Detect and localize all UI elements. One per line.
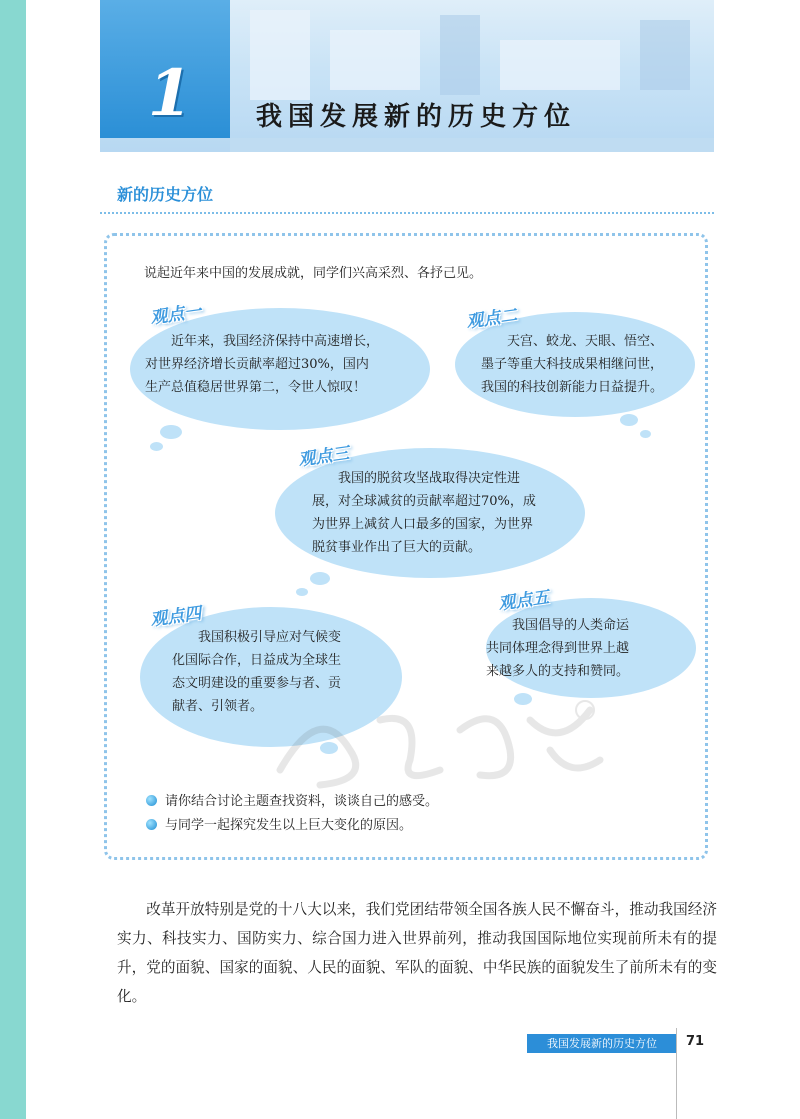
publisher-watermark bbox=[260, 690, 610, 790]
page-number: 71 bbox=[686, 1034, 705, 1049]
footer-chapter-tag: 我国发展新的历史方位 bbox=[527, 1034, 677, 1053]
body-paragraph: 改革开放特别是党的十八大以来，我们党团结带领全国各族人民不懈奋斗，推动我国经济实力、科技实力、国防实力、综合国力进入世界前列，推动我国国际地位实现前所未有的提升，党的面貌、国家的面貌、人民的面貌、军队的面貌、中华民族的面貌发生了前所未有的变化。 bbox=[117, 901, 717, 1005]
cloud-puff bbox=[160, 425, 182, 439]
cloud-puff bbox=[640, 430, 651, 438]
footer-divider bbox=[676, 1028, 677, 1119]
viewpoint-label-5: 观点五 bbox=[497, 587, 551, 615]
banner-base bbox=[230, 138, 714, 152]
viewpoint-label-2: 观点二 bbox=[465, 305, 519, 333]
cloud-puff bbox=[620, 414, 638, 426]
viewpoint-text-2: 天宫、蛟龙、天眼、悟空、 墨子等重大科技成果相继问世， 我国的科技创新能力日益提升。 bbox=[481, 334, 664, 395]
chapter-number: 1 bbox=[147, 56, 193, 131]
section-divider bbox=[100, 212, 714, 214]
left-color-strip bbox=[0, 0, 26, 1119]
bullet-icon bbox=[146, 819, 157, 830]
task-item-2: 与同学一起探究发生以上巨大变化的原因。 bbox=[146, 814, 412, 833]
cloud-puff bbox=[150, 442, 163, 451]
bullet-icon bbox=[146, 795, 157, 806]
viewpoint-text-4: 我国积极引导应对气候变 化国际合作，日益成为全球生 态文明建设的重要参与者、贡 献者、引领者。 bbox=[172, 630, 342, 714]
chapter-title: 我国发展新的历史方位 bbox=[256, 102, 577, 132]
viewpoint-label-4: 观点四 bbox=[149, 603, 203, 631]
viewpoint-text-5: 我国倡导的人类命运 共同体理念得到世界上越 来越多人的支持和赞同。 bbox=[486, 618, 630, 679]
viewpoint-text-3: 我国的脱贫攻坚战取得决定性进 展，对全球减贫的贡献率超过70%，成 为世界上减贫人口最多的国家，为世界 脱贫事业作出了巨大的贡献。 bbox=[312, 471, 536, 555]
viewpoint-label-3: 观点三 bbox=[297, 443, 351, 471]
cloud-puff bbox=[296, 588, 308, 596]
cloud-puff bbox=[310, 572, 330, 585]
discussion-intro: 说起近年来中国的发展成就，同学们兴高采烈、各抒己见。 bbox=[144, 266, 483, 281]
viewpoint-text-1: 近年来，我国经济保持中高速增长， 对世界经济增长贡献率超过30%，国内 生产总值稳居世界第二，令世人惊叹！ bbox=[145, 334, 380, 395]
task-item-1: 请你结合讨论主题查找资料，谈谈自己的感受。 bbox=[146, 790, 438, 809]
viewpoint-label-1: 观点一 bbox=[149, 301, 203, 329]
section-title: 新的历史方位 bbox=[117, 185, 214, 204]
